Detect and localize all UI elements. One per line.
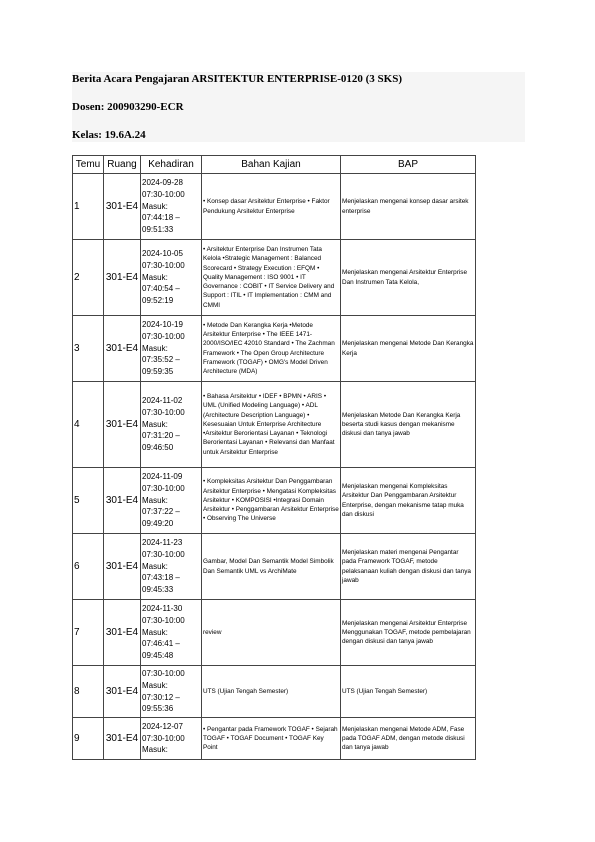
bap-cell: Menjelaskan mengenai Kompleksitas Arsitektur Dan Penggambaran Arsitektur Enterprise, dengan mekanisme tatap muka dan diskusi <box>341 468 476 534</box>
material-cell: review <box>202 600 341 666</box>
meeting-number: 5 <box>73 468 104 534</box>
bap-cell: Menjelaskan Metode Dan Kerangka Kerja beserta studi kasus dengan mekanisme diskusi dan tanya jawab <box>341 382 476 468</box>
attendance-cell <box>141 468 202 534</box>
bap-cell: Menjelaskan mengenai Arsitektur Enterprise Dan Instrumen Tata Kelola, <box>341 240 476 316</box>
meeting-number: 3 <box>73 316 104 382</box>
attendance-line: 09:49:20 <box>142 519 174 529</box>
attendance-line: 07:31:20 – <box>142 431 180 441</box>
attendance-cell <box>141 174 202 240</box>
attendance-line: 07:30-10:00 <box>142 189 185 199</box>
table-row <box>73 666 476 718</box>
attendance-line: Masuk: <box>142 343 168 353</box>
table-header-row <box>73 156 476 174</box>
bap-cell: Menjelaskan mengenai konsep dasar arsitek enterprise <box>341 174 476 240</box>
attendance-line: 2024-12-07 <box>142 721 183 731</box>
attendance-line: 07:43:18 – <box>142 573 180 583</box>
attendance-line: Masuk: <box>142 495 168 505</box>
meeting-number: 1 <box>73 174 104 240</box>
attendance-line: Masuk: <box>142 201 168 211</box>
room-cell: 301-E4 <box>104 174 141 240</box>
attendance-line: 2024-10-05 <box>142 248 183 258</box>
attendance-line: 2024-11-02 <box>142 395 183 405</box>
attendance-line: 09:45:33 <box>142 585 174 595</box>
attendance-cell <box>141 600 202 666</box>
attendance-line: 07:44:18 – <box>142 213 180 223</box>
material-cell: UTS (Ujian Tengah Semester) <box>202 666 341 718</box>
attendance-line: 07:30-10:00 <box>142 549 185 559</box>
table-row <box>73 468 476 534</box>
attendance-line: Masuk: <box>142 680 168 690</box>
attendance-line: 07:30-10:00 <box>142 331 185 341</box>
attendance-line: 09:52:19 <box>142 296 174 306</box>
attendance-line: 07:30-10:00 <box>142 668 185 678</box>
table-row <box>73 174 476 240</box>
attendance-cell <box>141 382 202 468</box>
room-cell: 301-E4 <box>104 382 141 468</box>
lecturer-line: Dosen: 200903290-ECR <box>72 101 184 113</box>
attendance-line: 07:30-10:00 <box>142 733 185 743</box>
attendance-line: 2024-09-28 <box>142 177 183 187</box>
bap-cell: Menjelaskan mengenai Metode ADM, Fase pada TOGAF ADM, dengan metode diskusi dan tanya jawab <box>341 718 476 760</box>
bap-cell: Menjelaskan mengenai Arsitektur Enterprise Menggunakan TOGAF, metode pembelajaran dengan diskusi dan tanya jawab <box>341 600 476 666</box>
attendance-cell <box>141 666 202 718</box>
class-line: Kelas: 19.6A.24 <box>72 129 146 141</box>
table-row <box>73 600 476 666</box>
attendance-line: 07:37:22 – <box>142 507 180 517</box>
attendance-line: 09:59:35 <box>142 367 174 377</box>
attendance-line: Masuk: <box>142 561 168 571</box>
col-header-ruang: Ruang <box>104 156 141 174</box>
material-cell: Gambar, Model Dan Semantik Model Simbolik Dan Semantik UML vs ArchiMate <box>202 534 341 600</box>
attendance-line: Masuk: <box>142 627 168 637</box>
meeting-number: 6 <box>73 534 104 600</box>
attendance-line: 09:55:36 <box>142 704 174 714</box>
material-cell: • Arsitektur Enterprise Dan Instrumen Tata Kelola •Strategic Management : Balanced Scorecard • Strategy Execution : EFQM • Quality Management : ISO 9001 • IT Governance : COBIT • IT Service Delivery and Support : ITIL • IT Implementation : CMM and CMMI <box>202 240 341 316</box>
meeting-number: 8 <box>73 666 104 718</box>
bap-cell: UTS (Ujian Tengah Semester) <box>341 666 476 718</box>
attendance-line: 07:40:54 – <box>142 284 180 294</box>
table-row <box>73 534 476 600</box>
attendance-line: 2024-11-09 <box>142 471 183 481</box>
attendance-line: 09:45:48 <box>142 651 174 661</box>
attendance-cell <box>141 240 202 316</box>
table-row <box>73 240 476 316</box>
attendance-line: 09:51:33 <box>142 225 174 235</box>
meeting-number: 9 <box>73 718 104 760</box>
room-cell: 301-E4 <box>104 534 141 600</box>
meeting-number: 2 <box>73 240 104 316</box>
attendance-line: Masuk: <box>142 745 168 755</box>
material-cell: • Bahasa Arsitektur • IDEF • BPMN • ARIS • UML (Unified Modeling Language) • ADL (Architecture Description Language) • Kesesuaian Untuk Enterprise Architecture •Arsitektur Berorientasi Layanan • Teknologi Berorientasi Layanan • Relevansi dan Manfaat untuk Arsitektur Enterprise <box>202 382 341 468</box>
attendance-line: 09:46:50 <box>142 443 174 453</box>
attendance-line: Masuk: <box>142 272 168 282</box>
table-row <box>73 382 476 468</box>
room-cell: 301-E4 <box>104 240 141 316</box>
table-row <box>73 316 476 382</box>
col-header-temu: Temu <box>73 156 104 174</box>
room-cell: 301-E4 <box>104 600 141 666</box>
material-cell: • Pengantar pada Framework TOGAF • Sejarah TOGAF • TOGAF Document • TOGAF Key Point <box>202 718 341 760</box>
meeting-number: 4 <box>73 382 104 468</box>
document-title: Berita Acara Pengajaran ARSITEKTUR ENTERPRISE-0120 (3 SKS) <box>72 73 403 85</box>
attendance-line: 07:46:41 – <box>142 639 180 649</box>
material-cell: • Konsep dasar Arsitektur Enterprise • Faktor Pendukung Arsitektur Enterprise <box>202 174 341 240</box>
room-cell: 301-E4 <box>104 718 141 760</box>
col-header-bap: BAP <box>341 156 476 174</box>
attendance-line: 07:30-10:00 <box>142 260 185 270</box>
table-row <box>73 718 476 760</box>
col-header-bahan-kajian: Bahan Kajian <box>202 156 341 174</box>
attendance-line: 07:30-10:00 <box>142 615 185 625</box>
material-cell: • Kompleksitas Arsitektur Dan Penggambaran Arsitektur Enterprise • Mengatasi Kompleksitas Arsitektur • KOMPOSISI •Integrasi Domain Arsitektur • Penggambaran Arsitektur Enterprise • Observing The Universe <box>202 468 341 534</box>
bap-cell: Menjelaskan mengenai Metode Dan Kerangka Kerja <box>341 316 476 382</box>
attendance-line: 2024-11-23 <box>142 537 183 547</box>
attendance-line: 07:30-10:00 <box>142 483 185 493</box>
attendance-line: 07:35:52 – <box>142 355 180 365</box>
attendance-cell <box>141 316 202 382</box>
room-cell: 301-E4 <box>104 468 141 534</box>
attendance-line: Masuk: <box>142 419 168 429</box>
bap-cell: Menjelaskan materi mengenai Pengantar pada Framework TOGAF, metode pelaksanaan kuliah dengan diskusi dan tanya jawab <box>341 534 476 600</box>
attendance-line: 2024-11-30 <box>142 603 183 613</box>
bap-table <box>72 155 476 760</box>
col-header-kehadiran: Kehadiran <box>141 156 202 174</box>
attendance-cell <box>141 718 202 760</box>
room-cell: 301-E4 <box>104 316 141 382</box>
material-cell: • Metode Dan Kerangka Kerja •Metode Arsitektur Enterprise • The IEEE 1471-2000/ISO/IEC 42010 Standard • The Zachman Framework • The Open Group Architecture Framework (TOGAF) • OMG's Model Driven Architecture (MDA) <box>202 316 341 382</box>
meeting-number: 7 <box>73 600 104 666</box>
attendance-line: 07:30-10:00 <box>142 407 185 417</box>
room-cell: 301-E4 <box>104 666 141 718</box>
attendance-line: 2024-10-19 <box>142 319 183 329</box>
attendance-cell <box>141 534 202 600</box>
attendance-line: 07:30:12 – <box>142 692 180 702</box>
